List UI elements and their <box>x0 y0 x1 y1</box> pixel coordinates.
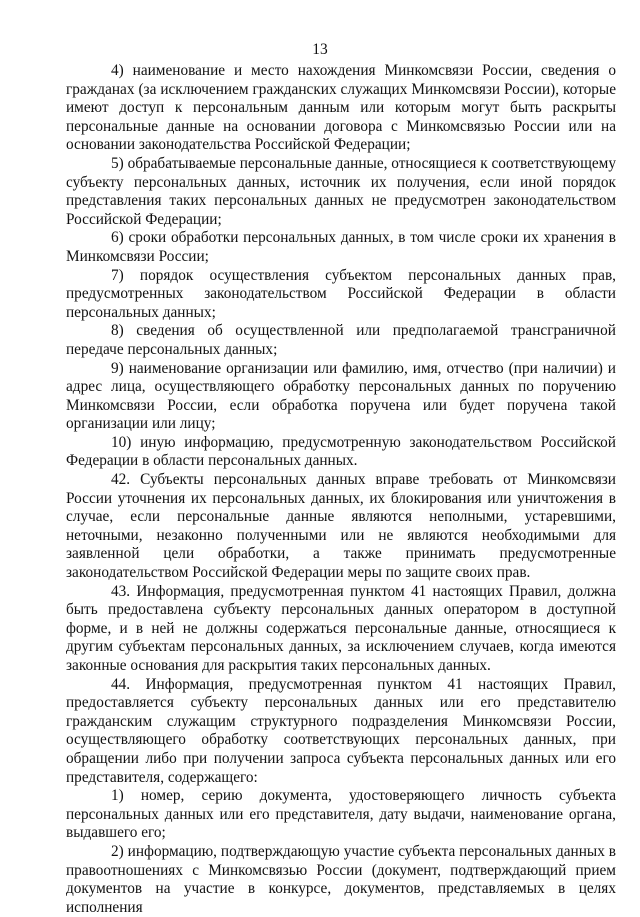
paragraph-clause-44: 44. Информация, предусмотренная пунктом 41 настоящих Правил, предоставляется субъекту персональных данных или его представителю гражданским служащим структурного подразделения Минкомсвязи России, осуществляющего обработку соответствующих персональных данных, при обращении либо при получении запроса субъекта персональных данных или его представителя, содержащего: <box>66 675 616 786</box>
paragraph-item-7: 7) порядок осуществления субъектом персональных данных прав, предусмотренных законодательством Российской Федерации в области персональных данных; <box>66 266 616 321</box>
document-body <box>66 62 616 917</box>
paragraph-subitem-1: 1) номер, серию документа, удостоверяющего личность субъекта персональных данных или его представителя, дату выдачи, наименование органа, выдавшего его; <box>66 787 616 842</box>
paragraph-item-6: 6) сроки обработки персональных данных, в том числе сроки их хранения в Минкомсвязи России; <box>66 229 616 265</box>
paragraph-clause-42: 42. Субъекты персональных данных вправе требовать от Минкомсвязи России уточнения их персональных данных, их блокирования или уничтожения в случае, если персональные данные являются неполными, устаревшими, неточными, незаконно полученными или не являются необходимыми для заявленной цели обработки, а также принимать предусмотренные законодательством Российской Федерации меры по защите своих прав. <box>66 471 616 582</box>
paragraph-item-5: 5) обрабатываемые персональные данные, относящиеся к соответствующему субъекту персональных данных, источник их получения, если иной порядок представления таких персональных данных не предусмотрен законодательством Российской Федерации; <box>66 154 616 228</box>
paragraph-item-8: 8) сведения об осуществленной или предполагаемой трансграничной передаче персональных данных; <box>66 322 616 358</box>
page-number: 13 <box>312 41 328 58</box>
paragraph-subitem-2: 2) информацию, подтверждающую участие субъекта персональных данных в правоотношениях с Минкомсвязью России (документ, подтверждающий прием документов на участие в конкурсе, документов, представляемых в целях исполнения <box>66 842 616 916</box>
paragraph-item-10: 10) иную информацию, предусмотренную законодательством Российской Федерации в области персональных данных. <box>66 433 616 470</box>
paragraph-item-9: 9) наименование организации или фамилию, имя, отчество (при наличии) и адрес лица, осуществляющего обработку персональных данных по поручению Минкомсвязи России, если обработка поручена или будет поручена такой организации или лицу; <box>66 359 616 433</box>
paragraph-item-4: 4) наименование и место нахождения Минкомсвязи России, сведения о гражданах (за исключением гражданских служащих Минкомсвязи России), которые имеют доступ к персональным данным или которым могут быть раскрыты персональные данные на основании договора с Минкомсвязью России или на основании законодательства Российской Федерации; <box>66 62 616 154</box>
paragraph-clause-43: 43. Информация, предусмотренная пунктом 41 настоящих Правил, должна быть предоставлена субъекту персональных данных оператором в доступной форме, и в ней не должны содержаться персональные данные, относящиеся к другим субъектам персональных данных, за исключением случаев, когда имеются законные основания для раскрытия таких персональных данных. <box>66 582 616 674</box>
